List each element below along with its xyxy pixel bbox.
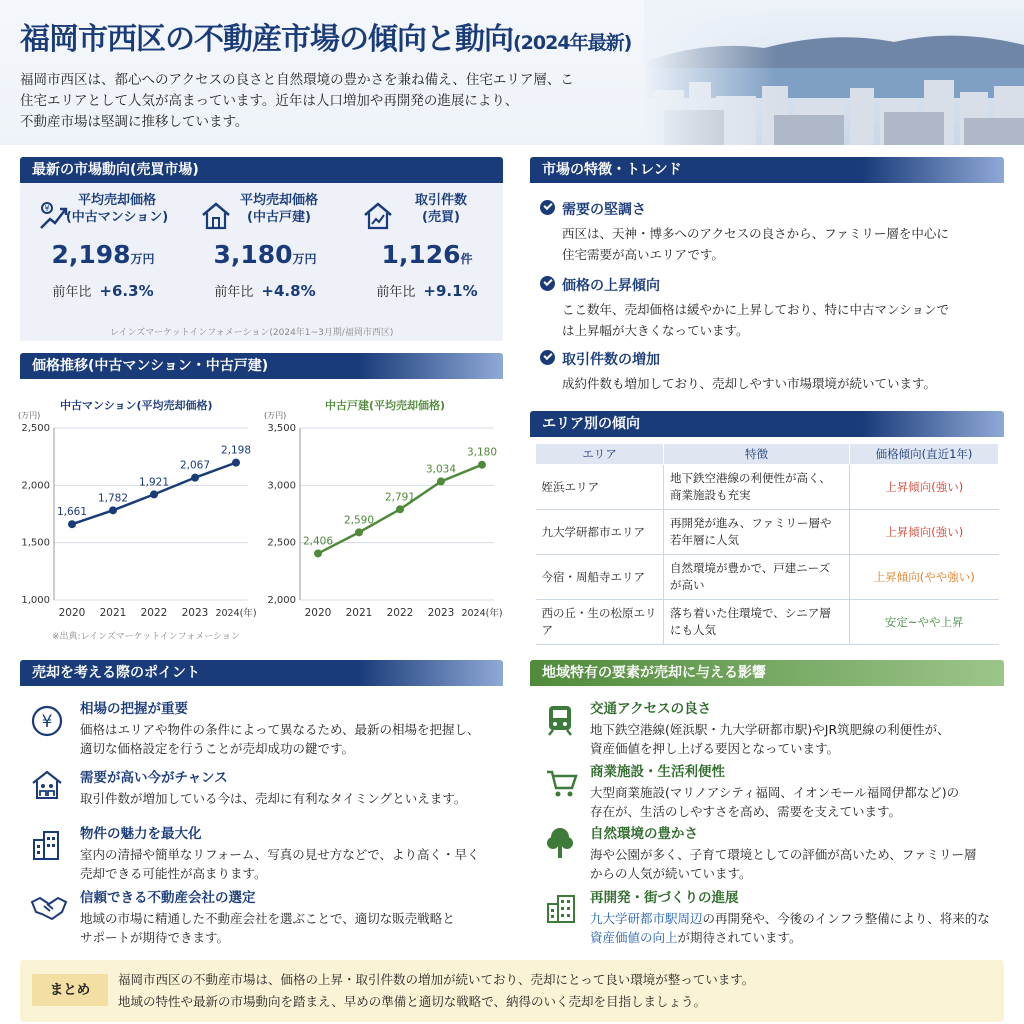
- x-tick-label: 2020: [58, 607, 86, 619]
- point-text: 室内の清掃や簡単なリフォーム、写真の見せ方などで、より高く・早く 売却できる可能性が高まります。: [80, 847, 480, 881]
- stat-house-price: [190, 192, 340, 322]
- x-tick-label: 2021: [345, 607, 373, 619]
- regional-text: 大型商業施設(マリノアシティ福岡、イオンモール福岡伊都など)の 存在が、生活のしやすさを高め、需要を支えています。: [590, 785, 960, 819]
- table-row: [536, 600, 999, 645]
- area-trend: 安定~やや上昇: [850, 600, 999, 645]
- stat-label: 平均売却価格: [239, 193, 318, 208]
- data-label: 1,782: [97, 492, 129, 505]
- y-axis-label: (万円): [18, 411, 41, 420]
- regional-text: 海や公園が多く、子育て環境としての評価が高いため、ファミリー層 からの人気が続いています。: [590, 847, 977, 881]
- stat-yoy: 前年比 +9.1%: [376, 282, 478, 300]
- data-point: [232, 459, 240, 467]
- data-label: 2,590: [343, 514, 375, 527]
- column-header: 特徴: [664, 444, 850, 465]
- summary-tag: まとめ: [32, 974, 108, 1006]
- y-tick-label: 1,000: [21, 595, 50, 606]
- point-item: [80, 886, 500, 947]
- area-heading: エリア別の傾向: [530, 411, 1004, 437]
- stat-sublabel: (中古戸建): [247, 210, 311, 225]
- stat-value: 2,198万円: [51, 240, 155, 269]
- area-table: [535, 443, 999, 645]
- y-tick-label: 1,500: [21, 537, 50, 549]
- table-row: [536, 465, 999, 510]
- y-tick-label: 2,000: [21, 480, 50, 492]
- stat-yoy: 前年比 +6.3%: [52, 282, 154, 300]
- feature-item: [540, 275, 980, 341]
- summary-text: 福岡市西区の不動産市場は、価格の上昇・取引件数の増加が続いており、売却にとって良い環境が整っています。 地域の特性や最新の市場動向を踏まえ、早めの準備と適切な戦略で、納得のいく売却を目指しましょう。: [118, 972, 755, 1009]
- x-tick-label: 2020: [304, 607, 332, 619]
- feature-text: 成約件数も増加しており、売却しやすい市場環境が続いています。: [562, 376, 937, 391]
- y-tick-label: 2,000: [267, 595, 296, 606]
- regional-title: 商業施設・生活利便性: [590, 764, 725, 780]
- point-title: 信頼できる不動産会社の選定: [80, 890, 256, 906]
- feature-item: [540, 349, 980, 394]
- points-heading: 売却を考える際のポイント: [20, 660, 503, 686]
- data-label: 2,406: [302, 535, 334, 548]
- point-text: 地域の市場に精通した不動産会社を選ぶことで、適切な販売戦略と サポートが期待できます。: [80, 911, 455, 945]
- lead-line: 不動産市場は堅調に推移しています。: [20, 114, 249, 130]
- price-trend-heading: 価格推移(中古マンション・中古戸建): [20, 353, 503, 379]
- buildings-icon: [545, 892, 577, 924]
- data-point: [68, 520, 76, 528]
- tree-icon: [545, 826, 575, 860]
- column-header: エリア: [536, 444, 664, 465]
- area-trend: 上昇傾向(やや強い): [850, 555, 999, 600]
- chart-condo: [16, 410, 261, 625]
- x-tick-label: 2024(年): [461, 608, 503, 619]
- y-tick-label: 2,500: [21, 423, 50, 434]
- svg-text:¥: ¥: [41, 712, 53, 732]
- point-title: 物件の魅力を最大化: [80, 826, 202, 842]
- area-feature: 自然環境が豊かで、戸建ニーズ が高い: [664, 555, 850, 600]
- data-label: 3,180: [466, 446, 498, 459]
- regional-item: [590, 886, 1000, 947]
- summary-box: [20, 960, 1004, 1022]
- data-label: 1,661: [56, 506, 88, 519]
- regional-text: 地下鉄空港線(姪浜駅・九大学研都市駅)やJR筑肥線の利便性が、 資産価値を押し上げる要因となっています。: [590, 722, 950, 756]
- features-heading: 市場の特徴・トレンド: [530, 157, 1004, 183]
- feature-title: 需要の堅調さ: [540, 199, 980, 219]
- chart-condo-title: 中古マンション(平均売却価格): [60, 399, 213, 412]
- chart-house-title: 中古戸建(平均売却価格): [325, 399, 446, 412]
- data-label: 1,921: [138, 476, 170, 489]
- stat-label: 取引件数: [414, 193, 467, 208]
- x-tick-label: 2023: [427, 607, 455, 619]
- area-feature: 再開発が進み、ファミリー層や 若年層に人気: [664, 510, 850, 555]
- stat-condo-price: [28, 192, 178, 322]
- area-trend: 上昇傾向(強い): [850, 465, 999, 510]
- y-tick-label: 3,000: [267, 480, 296, 492]
- city-photo: [644, 0, 1024, 145]
- regional-item: [590, 697, 1000, 758]
- area-name: 今宿・周船寺エリア: [536, 555, 664, 600]
- feature-text: ここ数年、売却価格は緩やかに上昇しており、特に中古マンションで は上昇幅が大きくなっています。: [562, 302, 949, 338]
- data-point: [437, 477, 445, 485]
- chart-house: [262, 410, 507, 625]
- regional-item: [590, 822, 1000, 883]
- house-chart-icon: [362, 200, 394, 232]
- house-people-icon: [30, 768, 64, 802]
- regional-title: 再開発・街づくりの進展: [590, 890, 739, 906]
- lead-line: 福岡市西区は、都心へのアクセスの良さと自然環境の豊かさを兼ね備え、住宅エリア層、こ: [20, 72, 574, 88]
- stat-value: 3,180万円: [213, 240, 317, 269]
- stat-label: 平均売却価格: [77, 193, 156, 208]
- chart-up-icon: [38, 200, 68, 232]
- data-label: 3,034: [425, 463, 457, 476]
- stat-sublabel: (中古マンション): [65, 210, 169, 225]
- point-item: [80, 822, 500, 883]
- x-tick-label: 2022: [140, 607, 168, 619]
- cart-icon: [545, 768, 579, 798]
- lead-text: [20, 70, 640, 133]
- data-point: [150, 490, 158, 498]
- regional-heading: 地域特有の要素が売却に与える影響: [530, 660, 1004, 686]
- x-tick-label: 2023: [181, 607, 209, 619]
- market-heading: 最新の市場動向(売買市場): [20, 157, 503, 183]
- building-icon: [30, 828, 64, 862]
- point-text: 価格はエリアや物件の条件によって異なるため、最新の相場を把握し、 適切な価格設定を行うことが売却成功の鍵です。: [80, 722, 480, 756]
- house-icon: [200, 200, 232, 232]
- area-name: 姪浜エリア: [536, 465, 664, 510]
- area-feature: 地下鉄空港線の利便性が高く、 商業施設も充実: [664, 465, 850, 510]
- point-title: 相場の把握が重要: [80, 701, 188, 717]
- chart-source: ※出典:レインズマーケットインフォメーション: [52, 632, 240, 642]
- stat-value: 1,126件: [381, 240, 473, 269]
- table-row: [536, 510, 999, 555]
- data-point: [478, 461, 486, 469]
- area-trend: 上昇傾向(強い): [850, 510, 999, 555]
- point-item: [80, 697, 500, 758]
- table-row: [536, 555, 999, 600]
- stat-transactions: [352, 192, 502, 322]
- regional-title: 交通アクセスの良さ: [590, 701, 712, 717]
- data-point: [191, 474, 199, 482]
- data-label: 2,791: [384, 491, 416, 504]
- point-item: [80, 766, 500, 808]
- y-axis-label: (万円): [264, 411, 287, 420]
- data-label: 2,198: [220, 444, 252, 457]
- page-title-sub: (2024年最新): [513, 32, 632, 54]
- highlight-text: 資産価値の向上: [590, 930, 678, 945]
- hero-banner: [0, 0, 1024, 145]
- handshake-icon: [30, 892, 68, 922]
- yen-icon: [30, 704, 64, 738]
- point-title: 需要が高い今がチャンス: [80, 770, 228, 786]
- data-label: 2,067: [179, 459, 211, 472]
- stat-yoy: 前年比 +4.8%: [214, 282, 316, 300]
- data-point: [396, 505, 404, 513]
- stat-sublabel: (売買): [422, 210, 460, 225]
- data-point: [355, 528, 363, 536]
- data-point: [109, 506, 117, 514]
- market-source: レインズマーケットインフォメーション(2024年1~3月期/福岡市西区): [110, 328, 394, 338]
- train-icon: [545, 703, 575, 737]
- table-header-row: [536, 444, 999, 465]
- area-feature: 落ち着いた住環境で、シニア層 にも人気: [664, 600, 850, 645]
- y-tick-label: 2,500: [267, 537, 296, 549]
- regional-item: [590, 760, 1000, 821]
- feature-title: 取引件数の増加: [540, 349, 980, 369]
- x-tick-label: 2021: [99, 607, 127, 619]
- feature-title: 価格の上昇傾向: [540, 275, 980, 295]
- regional-title: 自然環境の豊かさ: [590, 826, 698, 842]
- x-tick-label: 2024(年): [215, 608, 257, 619]
- area-name: 西の丘・生の松原エリア: [536, 600, 664, 645]
- feature-text: 西区は、天神・博多へのアクセスの良さから、ファミリー層を中心に 住宅需要が高いエリアです。: [562, 226, 949, 262]
- regional-text: 九大学研都市駅周辺の再開発や、今後のインフラ整備により、将来的な 資産価値の向上が期待されています。: [590, 911, 990, 945]
- svg-text:¥: ¥: [44, 204, 50, 213]
- y-tick-label: 3,500: [267, 423, 296, 434]
- highlight-text: 九大学研都市駅周辺: [590, 911, 703, 926]
- area-name: 九大学研都市エリア: [536, 510, 664, 555]
- point-text: 取引件数が増加している今は、売却に有利なタイミングといえます。: [80, 791, 467, 806]
- feature-item: [540, 199, 980, 265]
- data-point: [314, 549, 322, 557]
- page-title: 福岡市西区の不動産市場の傾向と動向(2024年最新): [20, 22, 632, 57]
- x-tick-label: 2022: [386, 607, 414, 619]
- column-header: 価格傾向(直近1年): [850, 444, 999, 465]
- lead-line: 住宅エリアとして人気が高まっています。近年は人口増加や再開発の進展により、: [20, 93, 519, 109]
